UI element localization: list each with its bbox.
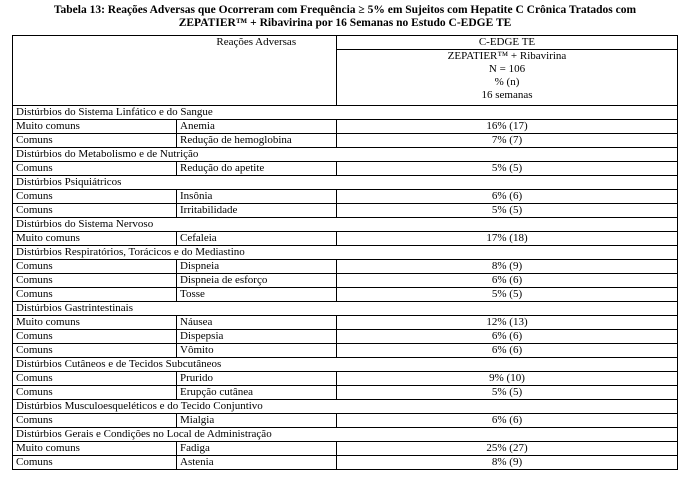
value-cell: 6% (6) (337, 414, 678, 428)
reaction-term-cell: Fadiga (177, 442, 337, 456)
frequency-cell: Comuns (13, 330, 177, 344)
category-label: Distúrbios Musculoesqueléticos e do Tecido Conjuntivo (13, 400, 678, 414)
header-unit: % (n) (494, 76, 520, 88)
frequency-cell: Comuns (13, 162, 177, 176)
frequency-cell: Comuns (13, 288, 177, 302)
reaction-term-cell: Mialgia (177, 414, 337, 428)
table-header (13, 36, 678, 106)
table-row (13, 372, 678, 386)
table-row (13, 274, 678, 288)
frequency-cell: Comuns (13, 372, 177, 386)
category-label: Distúrbios Cutâneos e de Tecidos Subcutâneos (13, 358, 678, 372)
frequency-cell: Muito comuns (13, 232, 177, 246)
reaction-term-cell: Redução do apetite (177, 162, 337, 176)
frequency-cell: Comuns (13, 190, 177, 204)
value-cell: 9% (10) (337, 372, 678, 386)
frequency-cell: Comuns (13, 386, 177, 400)
frequency-cell: Comuns (13, 274, 177, 288)
header-duration: 16 semanas (481, 89, 533, 101)
category-row (13, 400, 678, 414)
table-row (13, 330, 678, 344)
value-cell: 8% (9) (337, 260, 678, 274)
reaction-term-cell: Vômito (177, 344, 337, 358)
frequency-cell: Comuns (13, 204, 177, 218)
reaction-term-cell: Dispneia de esforço (177, 274, 337, 288)
header-study-name: C-EDGE TE (337, 36, 677, 50)
value-cell: 6% (6) (337, 190, 678, 204)
category-label: Distúrbios do Sistema Linfático e do Sangue (13, 106, 678, 120)
value-cell: 17% (18) (337, 232, 678, 246)
reaction-term-cell: Irritabilidade (177, 204, 337, 218)
frequency-cell: Comuns (13, 260, 177, 274)
reaction-term-cell: Dispneia (177, 260, 337, 274)
table-body (13, 106, 678, 470)
category-row (13, 106, 678, 120)
category-label: Distúrbios Gerais e Condições no Local de Administração (13, 428, 678, 442)
table-row (13, 190, 678, 204)
value-cell: 7% (7) (337, 134, 678, 148)
header-reactions-label: Reações Adversas (177, 36, 337, 106)
table-row (13, 316, 678, 330)
reaction-term-cell: Astenia (177, 456, 337, 470)
value-cell: 6% (6) (337, 330, 678, 344)
adverse-reactions-table (12, 35, 678, 470)
table-row (13, 120, 678, 134)
frequency-cell: Comuns (13, 456, 177, 470)
reaction-term-cell: Insônia (177, 190, 337, 204)
category-row (13, 176, 678, 190)
category-label: Distúrbios Psiquiátricos (13, 176, 678, 190)
header-treatment: ZEPATIER™ + Ribavirina (447, 50, 567, 62)
category-label: Distúrbios Gastrintestinais (13, 302, 678, 316)
header-n: N = 106 (488, 63, 526, 75)
reaction-term-cell: Náusea (177, 316, 337, 330)
value-cell: 5% (5) (337, 162, 678, 176)
category-label: Distúrbios do Sistema Nervoso (13, 218, 678, 232)
table-row (13, 162, 678, 176)
category-row (13, 302, 678, 316)
reaction-term-cell: Prurido (177, 372, 337, 386)
reaction-term-cell: Anemia (177, 120, 337, 134)
header-treatment-cell (337, 36, 678, 106)
value-cell: 6% (6) (337, 274, 678, 288)
table-row (13, 414, 678, 428)
header-blank-cell (13, 36, 177, 106)
value-cell: 5% (5) (337, 288, 678, 302)
category-row (13, 218, 678, 232)
category-row (13, 358, 678, 372)
table-row (13, 344, 678, 358)
reaction-term-cell: Redução de hemoglobina (177, 134, 337, 148)
table-row (13, 204, 678, 218)
frequency-cell: Comuns (13, 134, 177, 148)
table-title-line1: Tabela 13: Reações Adversas que Ocorreram com Frequência ≥ 5% em Sujeitos com Hepatite C Crônica Tratados com (53, 4, 637, 16)
table-title-line2: ZEPATIER™ + Ribavirina por 16 Semanas no Estudo C-EDGE TE (178, 17, 512, 29)
table-title (8, 4, 682, 30)
reaction-term-cell: Cefaleia (177, 232, 337, 246)
value-cell: 5% (5) (337, 386, 678, 400)
category-label: Distúrbios do Metabolismo e de Nutrição (13, 148, 678, 162)
table-row (13, 232, 678, 246)
frequency-cell: Muito comuns (13, 316, 177, 330)
value-cell: 6% (6) (337, 344, 678, 358)
value-cell: 5% (5) (337, 204, 678, 218)
category-row (13, 428, 678, 442)
table-row (13, 260, 678, 274)
table-row (13, 442, 678, 456)
category-row (13, 148, 678, 162)
reaction-term-cell: Erupção cutânea (177, 386, 337, 400)
table-row (13, 288, 678, 302)
frequency-cell: Muito comuns (13, 442, 177, 456)
reaction-term-cell: Dispepsia (177, 330, 337, 344)
frequency-cell: Muito comuns (13, 120, 177, 134)
value-cell: 25% (27) (337, 442, 678, 456)
frequency-cell: Comuns (13, 414, 177, 428)
table-row (13, 456, 678, 470)
table-row (13, 134, 678, 148)
category-label: Distúrbios Respiratórios, Torácicos e do Mediastino (13, 246, 678, 260)
value-cell: 8% (9) (337, 456, 678, 470)
frequency-cell: Comuns (13, 344, 177, 358)
value-cell: 12% (13) (337, 316, 678, 330)
reaction-term-cell: Tosse (177, 288, 337, 302)
value-cell: 16% (17) (337, 120, 678, 134)
table-row (13, 386, 678, 400)
category-row (13, 246, 678, 260)
